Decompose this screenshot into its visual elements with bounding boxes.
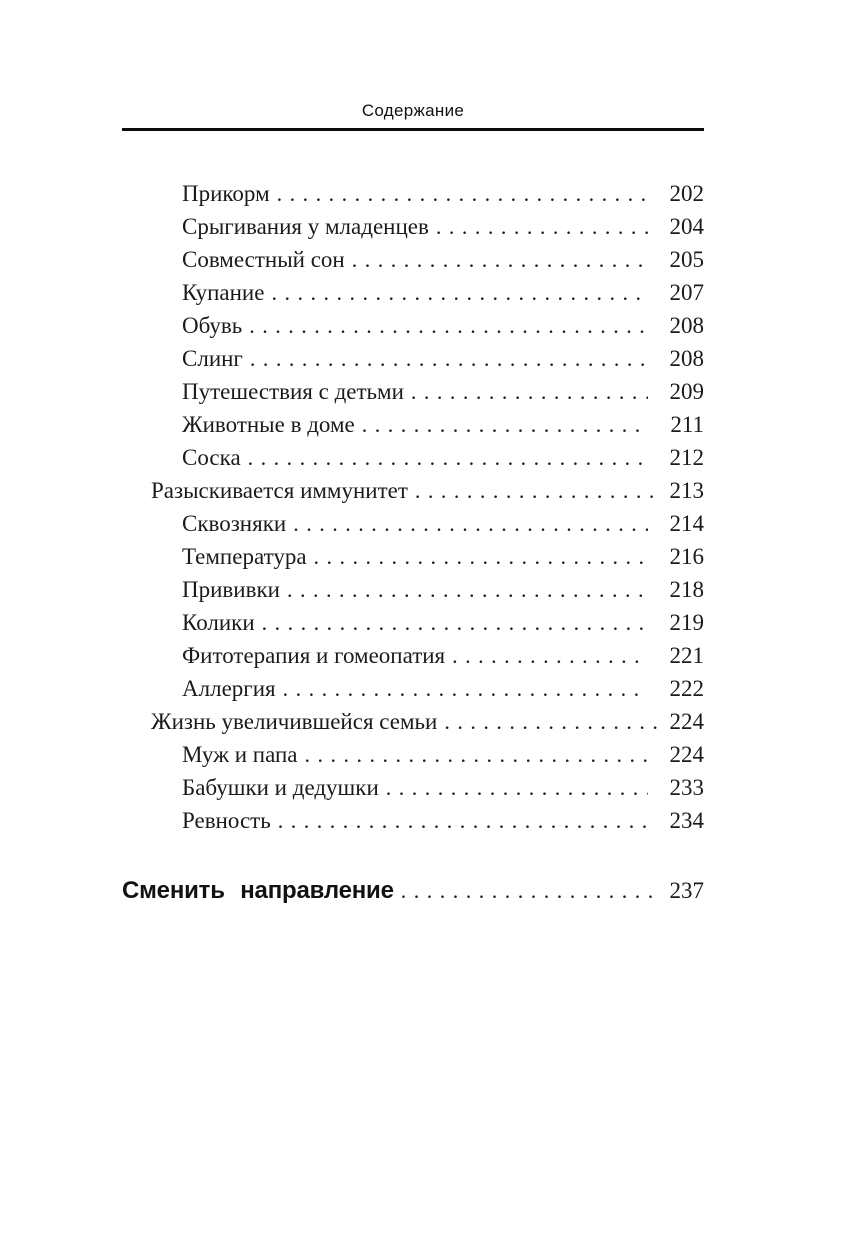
toc-entry-label: Совместный сон — [182, 247, 345, 272]
dot-leader — [305, 738, 648, 771]
toc-entry-label: Ревность — [182, 808, 271, 833]
dot-leader — [293, 507, 648, 540]
toc-entry — [122, 639, 704, 672]
content-column — [122, 0, 704, 907]
toc-chapter-entry — [122, 874, 704, 907]
toc-entry-page: 216 — [669, 544, 704, 569]
toc-section-entry — [122, 474, 704, 507]
toc-entry — [122, 771, 704, 804]
dot-leader — [444, 705, 660, 738]
toc-entry — [122, 243, 704, 276]
toc-entry-page: 208 — [669, 346, 704, 371]
toc-entry — [122, 507, 704, 540]
dot-leader — [386, 771, 648, 804]
dot-leader — [436, 210, 648, 243]
toc-entry-label: Колики — [182, 610, 255, 635]
toc-entry-label: Аллергия — [182, 676, 276, 701]
toc-entry-label: Купание — [182, 280, 265, 305]
toc-entry-label: Температура — [182, 544, 307, 569]
dot-leader — [250, 342, 648, 375]
toc-entry-label: Муж и папа — [182, 742, 298, 767]
dot-leader — [352, 243, 648, 276]
toc-entry-page: 222 — [669, 676, 704, 701]
page-header-title: Содержание — [361, 101, 465, 120]
toc-entry — [122, 606, 704, 639]
toc-entry-label: Разыскивается иммунитет — [151, 478, 408, 503]
toc-entry-page: 204 — [669, 214, 704, 239]
toc-entry — [122, 342, 704, 375]
toc-entry-label: Слинг — [182, 346, 243, 371]
toc-entry-page: 211 — [670, 412, 704, 437]
toc-entry — [122, 672, 704, 705]
toc-entry-label: Фитотерапия и гомеопатия — [182, 643, 446, 668]
toc-entry-page: 224 — [669, 709, 704, 734]
dot-leader — [249, 309, 648, 342]
toc-entry — [122, 177, 704, 210]
toc-entry-page: 214 — [669, 511, 704, 536]
dot-leader — [262, 606, 648, 639]
dot-leader — [271, 276, 648, 309]
toc-entry — [122, 408, 704, 441]
header-rule — [122, 128, 704, 131]
toc-entry-label: Путешествия с детьми — [182, 379, 404, 404]
toc-entry — [122, 276, 704, 309]
toc-entry-page: 205 — [669, 247, 704, 272]
toc-entry-page: 207 — [669, 280, 704, 305]
toc-entry-page: 224 — [669, 742, 704, 767]
toc-entry — [122, 210, 704, 243]
dot-leader — [415, 474, 660, 507]
toc-section-entry — [122, 705, 704, 738]
dot-leader — [362, 408, 648, 441]
toc-entry — [122, 375, 704, 408]
toc-entry-page: 233 — [669, 775, 704, 800]
toc-entry-page: 234 — [669, 808, 704, 833]
toc-entry-label: Животные в доме — [182, 412, 355, 437]
dot-leader — [283, 672, 648, 705]
toc-entry-page: 237 — [669, 878, 704, 903]
toc-entry — [122, 441, 704, 474]
toc-entry-page: 202 — [669, 181, 704, 206]
toc-entry — [122, 573, 704, 606]
toc-entry-label: Жизнь увеличившейся семьи — [151, 709, 438, 734]
toc-entry-page: 213 — [669, 478, 704, 503]
toc-entry-page: 208 — [669, 313, 704, 338]
toc-entry-label: Бабушки и дедушки — [182, 775, 379, 800]
toc-entry — [122, 309, 704, 342]
toc-entry-label: Обувь — [182, 313, 243, 338]
dot-leader — [401, 874, 660, 907]
dot-leader — [287, 573, 648, 606]
toc-entry-page: 212 — [669, 445, 704, 470]
toc-entry-label: Прикорм — [182, 181, 270, 206]
toc-entry — [122, 540, 704, 573]
dot-leader — [277, 177, 648, 210]
toc-entry-label: Прививки — [182, 577, 280, 602]
toc-entry-label: Сменить направление — [122, 877, 394, 904]
toc-entry-page: 219 — [669, 610, 704, 635]
toc-entry — [122, 804, 704, 837]
toc-entry-page: 218 — [669, 577, 704, 602]
toc-entry-page: 221 — [669, 643, 704, 668]
dot-leader — [411, 375, 648, 408]
toc-entry — [122, 738, 704, 771]
toc-entry-page: 209 — [669, 379, 704, 404]
toc-list — [122, 177, 704, 907]
toc-entry-label: Соска — [182, 445, 241, 470]
dot-leader — [452, 639, 648, 672]
dot-leader — [248, 441, 648, 474]
toc-entry-label: Сквозняки — [182, 511, 287, 536]
dot-leader — [278, 804, 648, 837]
toc-entry-label: Срыгивания у младенцев — [182, 214, 429, 239]
dot-leader — [314, 540, 648, 573]
